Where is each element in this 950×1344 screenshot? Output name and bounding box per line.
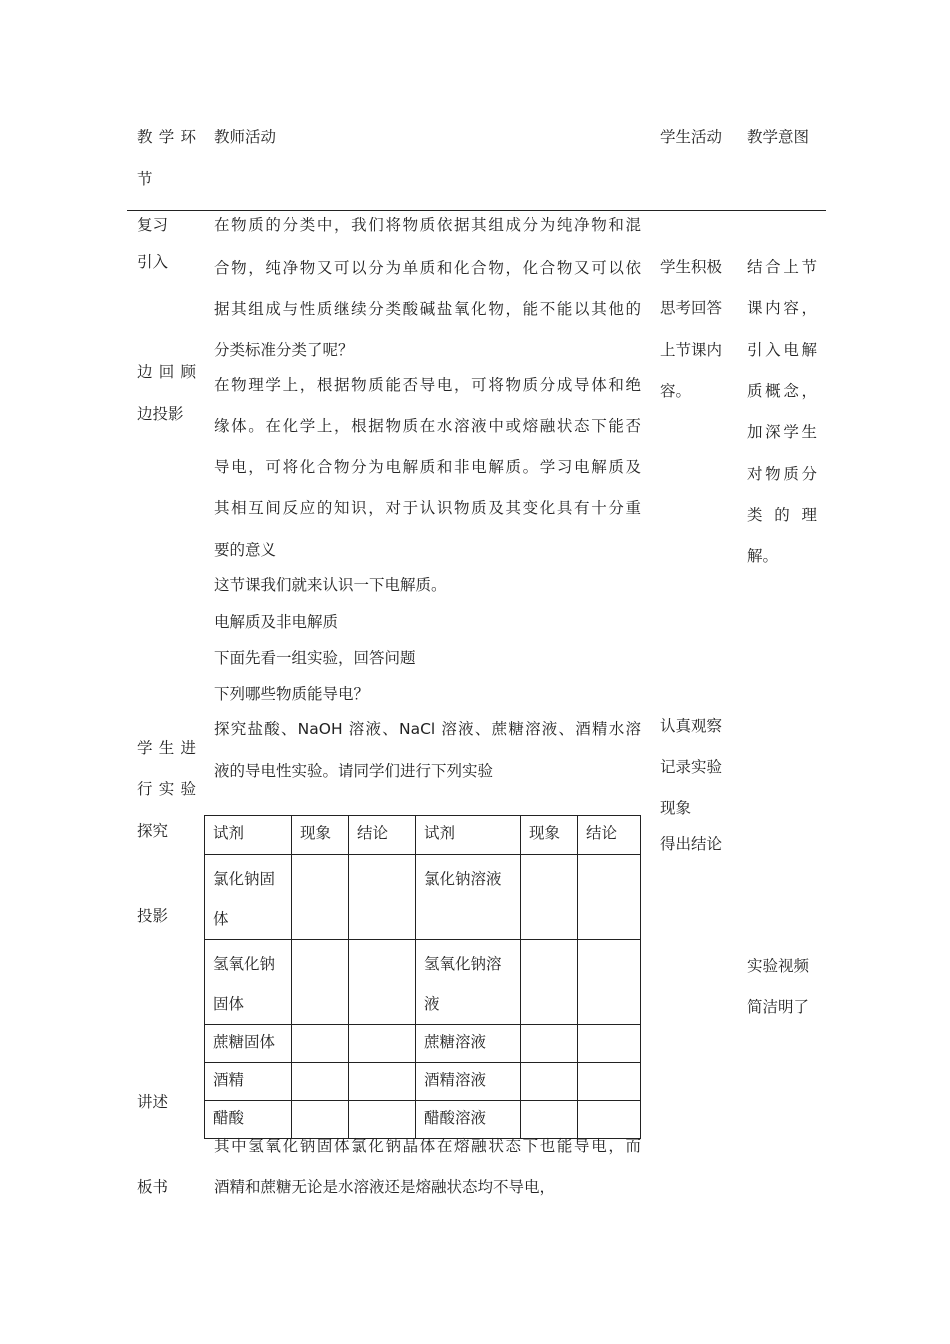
cell-solid: 蔗糖固体 [205,1025,292,1063]
intent-line4: 质概念， [747,382,817,400]
cell-solution: 氢氧化钠溶液 [416,940,521,1025]
student-line6: 记录实验 [660,758,723,776]
header-teacher: 教师活动 [214,128,277,146]
teacher-p2-line4: 其相互间反应的知识，对于认识物质及其变化具有十分重 [214,499,641,517]
th-phenomenon-1: 现象 [292,816,349,855]
stage-recall-1: 边 回 顾 [137,363,196,381]
cell-empty [292,855,349,940]
intent-line7: 类 的 理 [747,506,817,524]
cell-empty [578,1063,641,1101]
cell-solid: 醋酸 [205,1101,292,1139]
table-row [205,855,641,940]
cell-empty [292,1063,349,1101]
student-line1: 学生积极 [660,258,723,276]
teacher-p1-line2: 合物，纯净物又可以分为单质和化合物，化合物又可以依 [214,259,641,277]
teacher-p5: 下面先看一组实验，回答问题 [214,649,416,667]
teacher-p8-line1: 其中氢氧化钠固体氯化钠晶体在熔融状态下也能导电，而 [214,1137,641,1155]
student-line4: 容。 [660,382,692,400]
teacher-p1-line4: 分类标准分类了呢？ [214,341,354,359]
stage-exp-3: 探究 [137,822,169,840]
cell-empty [521,1063,578,1101]
cell-solution: 蔗糖溶液 [416,1025,521,1063]
table-row [205,940,641,1025]
stage-recall-2: 边投影 [137,405,184,423]
cell-empty [292,1025,349,1063]
stage-lecture: 讲述 [137,1093,169,1111]
intent-line6: 对物质分 [747,465,817,483]
teacher-p1-line3: 据其组成与性质继续分类酸碱盐氧化物，能不能以其他的 [214,300,641,318]
cell-empty [521,855,578,940]
intent-line9: 实验视频 [747,957,810,975]
reagent-table [204,815,641,1139]
stage-review-1: 复习 [137,216,169,234]
cell-solution: 酒精溶液 [416,1063,521,1101]
cell-empty [578,1101,641,1139]
cell-empty [349,1101,416,1139]
intent-line3: 引入电解 [747,341,817,359]
stage-review-2: 引入 [137,253,169,271]
intent-line2: 课内容， [747,299,817,317]
table-row [205,1101,641,1139]
student-line8: 得出结论 [660,835,723,853]
cell-empty [578,940,641,1025]
cell-solid: 氯化钠固体 [205,855,292,940]
cell-empty [521,940,578,1025]
intent-line5: 加深学生 [747,423,817,441]
teacher-p7-line2: 液的导电性实验。请同学们进行下列实验 [214,762,494,780]
cell-empty [292,1101,349,1139]
table-header-row [205,816,641,855]
cell-empty [349,940,416,1025]
teacher-p2-line3: 导电，可将化合物分为电解质和非电解质。学习电解质及 [214,458,641,476]
intent-line1: 结合上节 [747,258,817,276]
header-stage-line1: 教 学 环 [137,128,196,146]
table-row [205,1063,641,1101]
intent-line10: 简洁明了 [747,998,810,1016]
th-conclusion-2: 结论 [578,816,641,855]
teacher-p2-line1: 在物理学上，根据物质能否导电，可将物质分成导体和绝 [214,376,641,394]
student-line3: 上节课内 [660,341,723,359]
teacher-p1-line1: 在物质的分类中，我们将物质依据其组成分为纯净物和混 [214,216,641,234]
cell-empty [578,1025,641,1063]
cell-empty [349,1063,416,1101]
teacher-p7-line1: 探究盐酸、NaOH 溶液、NaCl 溶液、蔗糖溶液、酒精水溶 [214,720,641,738]
stage-projection: 投影 [137,907,169,925]
header-student: 学生活动 [660,128,723,146]
cell-empty [349,855,416,940]
th-reagent-2: 试剂 [416,816,521,855]
cell-empty [292,940,349,1025]
teacher-p3: 这节课我们就来认识一下电解质。 [214,576,447,594]
intent-line8: 解。 [747,547,779,565]
th-phenomenon-2: 现象 [521,816,578,855]
student-line5: 认真观察 [660,717,723,735]
student-line7: 现象 [660,799,692,817]
student-line2: 思考回答 [660,299,723,317]
teacher-p6: 下列哪些物质能导电？ [214,685,370,703]
cell-empty [521,1025,578,1063]
stage-board: 板书 [137,1178,169,1196]
teacher-p8-line2: 酒精和蔗糖无论是水溶液还是熔融状态均不导电， [214,1178,556,1196]
teacher-p2-line5: 要的意义 [214,541,277,559]
header-intent: 教学意图 [747,128,810,146]
cell-solution: 氯化钠溶液 [416,855,521,940]
th-reagent-1: 试剂 [205,816,292,855]
stage-exp-2: 行 实 验 [137,780,196,798]
teacher-p2-line2: 缘体。在化学上，根据物质在水溶液中或熔融状态下能否 [214,417,641,435]
cell-solid: 氢氧化钠固体 [205,940,292,1025]
stage-exp-1: 学 生 进 [137,739,196,757]
cell-empty [521,1101,578,1139]
th-conclusion-1: 结论 [349,816,416,855]
cell-solid: 酒精 [205,1063,292,1101]
table-row [205,1025,641,1063]
teacher-p4: 电解质及非电解质 [214,613,339,631]
cell-empty [578,855,641,940]
cell-empty [349,1025,416,1063]
cell-solution: 醋酸溶液 [416,1101,521,1139]
header-rule [127,210,826,211]
header-stage-line2: 节 [137,170,153,188]
